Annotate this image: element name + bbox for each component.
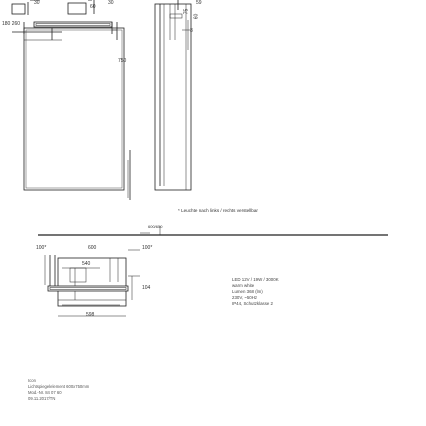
dim-lower-100-right: 100* [142,245,153,251]
dim-right-small-1: 75 [183,8,190,15]
dim-depth-750: 750 [118,58,127,64]
lower-mirror-outline [58,258,126,306]
footer-date: 09.11.2017/TN [28,396,56,401]
footer-product: Icon [28,378,36,383]
spec-lumen: Lumen 368 (lm) [232,289,263,294]
lower-light-bar [48,286,128,291]
dim-lower-600: 600 [88,245,97,251]
top-middle-element [68,3,86,14]
dim-top-30b: 30 [108,0,114,6]
dim-lower-540: 540 [82,261,91,267]
footer-description: Lichtspiegelelement 600x750mm [28,384,90,389]
spec-protection: IP44, Schutzklasse 2 [232,301,274,306]
dim-top-right: 59 [196,0,202,6]
footer-model-number: Mod.-Nr. 84 07 60 [28,390,62,395]
adjustable-light-note: * Leuchte nach links / rechts verstellbar [178,208,258,213]
spec-voltage: 230V, ~50Hz [232,295,258,300]
spec-led: LED 12V / 19W / 3000K [232,277,279,282]
dim-lower-598: 598 [86,312,95,318]
dim-left-label: 180 260 [2,21,21,27]
section-label: 600/650 [148,224,163,229]
dim-top-60: 60 [90,4,96,10]
dim-lower-104: 104 [142,285,151,291]
dim-lower-100-left: 100* [36,245,47,251]
light-bar-top [34,22,112,27]
dim-right-small-2: 8 [190,28,193,34]
top-left-element [12,4,25,14]
dim-right-small-3: 60 [193,13,200,20]
spec-color: warm white [232,283,255,288]
dim-top-30: 30 [34,0,40,6]
mirror-outline [24,28,127,190]
